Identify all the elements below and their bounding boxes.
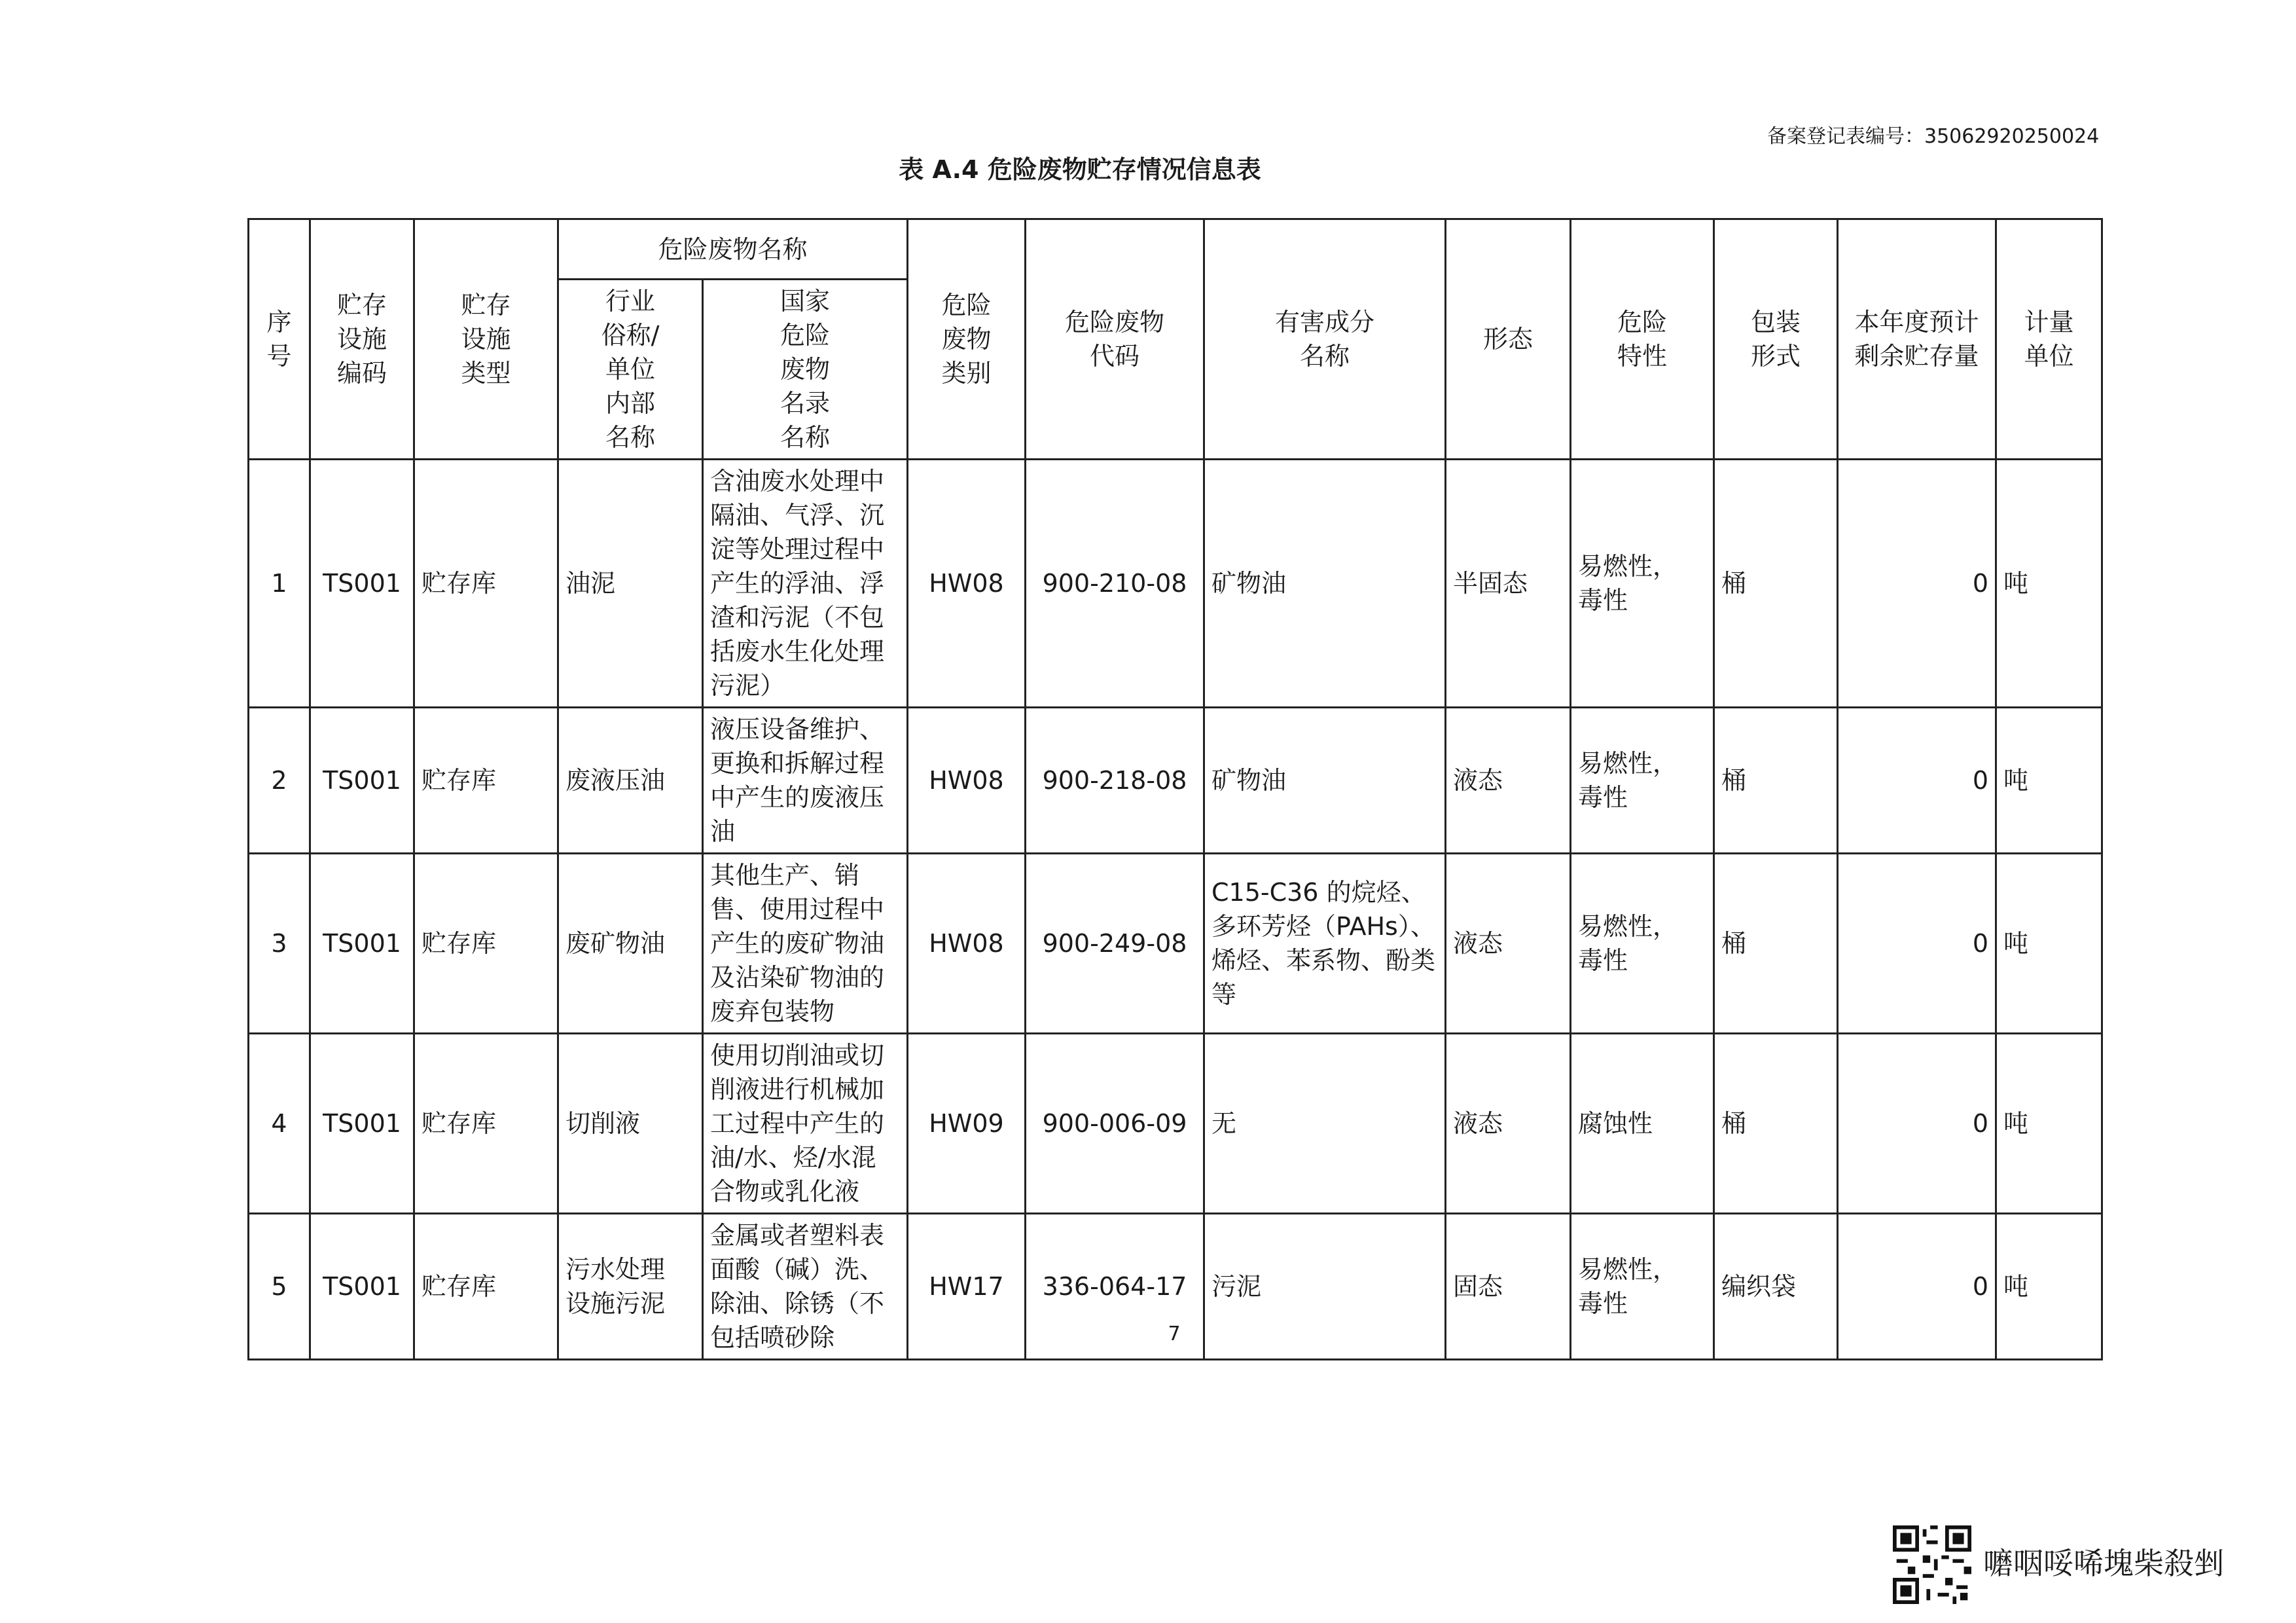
registration-label: 备案登记表编号：	[1767, 125, 1924, 148]
cell-facility-code: TS001	[310, 1034, 414, 1214]
cell-packaging: 桶	[1714, 460, 1838, 708]
cell-packaging: 编织袋	[1714, 1214, 1838, 1360]
cell-category: HW08	[908, 460, 1026, 708]
cell-code: 900-249-08	[1026, 854, 1204, 1034]
table-row	[249, 460, 2102, 708]
cell-facility-code: TS001	[310, 1214, 414, 1360]
cell-industry-name: 油泥	[558, 460, 703, 708]
table-row	[249, 1034, 2102, 1214]
cell-facility-type: 贮存库	[414, 1034, 558, 1214]
cell-form: 液态	[1446, 854, 1571, 1034]
cell-seq: 1	[249, 460, 310, 708]
cell-facility-type: 贮存库	[414, 1214, 558, 1360]
cell-harmful-components: C15-C36 的烷烃、多环芳烃（PAHs）、烯烃、苯系物、酚类等	[1204, 854, 1446, 1034]
cell-national-name: 液压设备维护、更换和拆解过程中产生的废液压油	[703, 708, 908, 854]
col-header-harmful-components: 有害成分 名称	[1204, 219, 1446, 460]
cell-packaging: 桶	[1714, 1034, 1838, 1214]
cell-hazard: 易燃性， 毒性	[1571, 708, 1714, 854]
cell-remaining: 0	[1838, 854, 1996, 1034]
cell-industry-name: 废液压油	[558, 708, 703, 854]
cell-code: 900-218-08	[1026, 708, 1204, 854]
cell-form: 固态	[1446, 1214, 1571, 1360]
col-header-seq: 序 号	[249, 219, 310, 460]
col-header-code: 危险废物 代码	[1026, 219, 1204, 460]
cell-unit: 吨	[1996, 1034, 2102, 1214]
cell-harmful-components: 矿物油	[1204, 460, 1446, 708]
cell-packaging: 桶	[1714, 854, 1838, 1034]
cell-harmful-components: 矿物油	[1204, 708, 1446, 854]
cell-packaging: 桶	[1714, 708, 1838, 854]
cell-hazard: 腐蚀性	[1571, 1034, 1714, 1214]
col-header-facility-type: 贮存 设施 类型	[414, 219, 558, 460]
table-row	[249, 708, 2102, 854]
cell-category: HW08	[908, 854, 1026, 1034]
cell-facility-type: 贮存库	[414, 854, 558, 1034]
cell-category: HW17	[908, 1214, 1026, 1360]
cell-national-name: 使用切削油或切削液进行机械加工过程中产生的油/水、烃/水混合物或乳化液	[703, 1034, 908, 1214]
cell-seq: 2	[249, 708, 310, 854]
cell-facility-code: TS001	[310, 708, 414, 854]
cell-unit: 吨	[1996, 708, 2102, 854]
col-header-remaining: 本年度预计 剩余贮存量	[1838, 219, 1996, 460]
cell-hazard: 易燃性， 毒性	[1571, 460, 1714, 708]
cell-remaining: 0	[1838, 708, 1996, 854]
cell-form: 半固态	[1446, 460, 1571, 708]
col-header-industry-name: 行业 俗称/ 单位 内部 名称	[558, 280, 703, 460]
registration-number: 35062920250024	[1924, 125, 2100, 148]
cell-industry-name: 废矿物油	[558, 854, 703, 1034]
col-header-facility-code: 贮存 设施 编码	[310, 219, 414, 460]
registration-number-line	[1767, 120, 2121, 149]
table-row	[249, 854, 2102, 1034]
cell-harmful-components: 无	[1204, 1034, 1446, 1214]
cell-facility-code: TS001	[310, 460, 414, 708]
cell-facility-type: 贮存库	[414, 708, 558, 854]
col-header-form: 形态	[1446, 219, 1571, 460]
cell-industry-name: 污水处理 设施污泥	[558, 1214, 703, 1360]
cell-hazard: 易燃性， 毒性	[1571, 1214, 1714, 1360]
col-header-national-name: 国家 危险 废物 名录 名称	[703, 280, 908, 460]
cell-remaining: 0	[1838, 1214, 1996, 1360]
cell-industry-name: 切削液	[558, 1034, 703, 1214]
page-title: 表 A.4 危险废物贮存情况信息表	[899, 155, 1261, 184]
cell-national-name: 金属或者塑料表面酸（碱）洗、除油、除锈（不包括喷砂除	[703, 1214, 908, 1360]
hazardous-waste-storage-table	[247, 218, 2103, 1360]
cell-national-name: 其他生产、销售、使用过程中产生的废矿物油及沾染矿物油的废弃包装物	[703, 854, 908, 1034]
cell-form: 液态	[1446, 1034, 1571, 1214]
cell-unit: 吨	[1996, 460, 2102, 708]
cell-seq: 3	[249, 854, 310, 1034]
cell-harmful-components: 污泥	[1204, 1214, 1446, 1360]
cell-seq: 5	[249, 1214, 310, 1360]
cell-remaining: 0	[1838, 1034, 1996, 1214]
cell-unit: 吨	[1996, 854, 2102, 1034]
qr-code-icon	[1893, 1525, 1971, 1604]
cell-code: 900-006-09	[1026, 1034, 1204, 1214]
col-header-packaging: 包装 形式	[1714, 219, 1838, 460]
cell-category: HW09	[908, 1034, 1026, 1214]
col-header-waste-name-group: 危险废物名称	[558, 219, 908, 280]
cell-remaining: 0	[1838, 460, 1996, 708]
cell-seq: 4	[249, 1034, 310, 1214]
cell-facility-code: TS001	[310, 854, 414, 1034]
page-number: 7	[1168, 1322, 1181, 1345]
cell-hazard: 易燃性， 毒性	[1571, 854, 1714, 1034]
cell-category: HW08	[908, 708, 1026, 854]
col-header-category: 危险 废物 类别	[908, 219, 1026, 460]
cell-unit: 吨	[1996, 1214, 2102, 1360]
verification-stamp-text: 嚰咽哸唏塊柴殺剉	[1983, 1546, 2224, 1581]
cell-national-name: 含油废水处理中隔油、气浮、沉淀等处理过程中产生的浮油、浮渣和污泥（不包括废水生化处理污泥）	[703, 460, 908, 708]
cell-facility-type: 贮存库	[414, 460, 558, 708]
cell-code: 900-210-08	[1026, 460, 1204, 708]
col-header-unit: 计量 单位	[1996, 219, 2102, 460]
col-header-hazard: 危险 特性	[1571, 219, 1714, 460]
cell-form: 液态	[1446, 708, 1571, 854]
cell-code: 336-064-17	[1026, 1214, 1204, 1360]
